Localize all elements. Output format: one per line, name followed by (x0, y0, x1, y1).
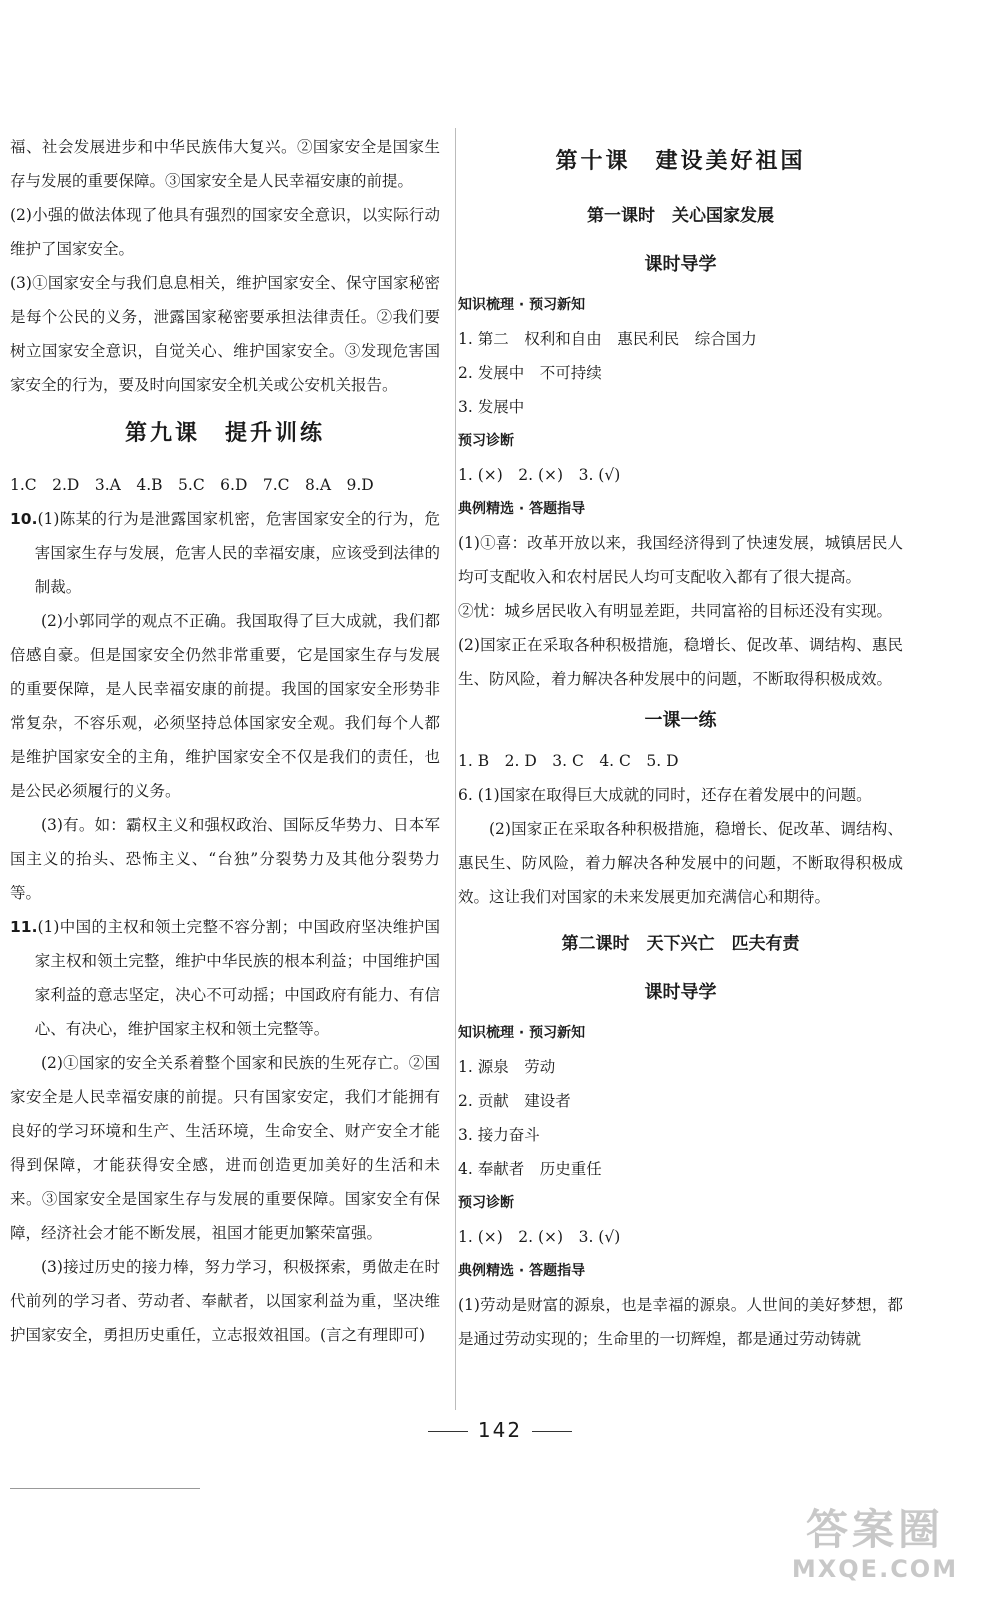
knowledge-item: 3. 发展中 (458, 398, 525, 416)
mc-answers: 1.C 2.D 3.A 4.B 5.C 6.D 7.C 8.A 9.D (10, 476, 374, 494)
example-answer: (1)①喜：改革开放以来，我国经济得到了快速发展，城镇居民人均可支配收入和农村居民人均可支配收入都有了很大提高。 (458, 534, 903, 586)
practice-answers: 1. B 2. D 3. C 4. C 5. D (458, 752, 679, 770)
bottom-rule (10, 1488, 200, 1489)
paragraph: (2)小强的做法体现了他具有强烈的国家安全意识，以实际行动维护了国家安全。 (10, 206, 440, 258)
question-11-part3: (3)接过历史的接力棒，努力学习，积极探索，勇做走在时代前列的学习者、劳动者、奉献者，以国家利益为重，坚决维护国家安全，勇担历史重任，立志报效祖国。(言之有理即可) (10, 1258, 440, 1344)
left-column (10, 130, 440, 1352)
watermark-url: MXQE.COM (791, 1555, 959, 1583)
guide2-title: 课时导学 (644, 982, 717, 1003)
page-footer (0, 1418, 1000, 1442)
diagnosis-label: 预习诊断 (458, 433, 514, 449)
lesson10-title: 第十课 建设美好祖国 (555, 149, 806, 174)
question-11-part1 (10, 910, 440, 1046)
knowledge2-label: 知识梳理 · 预习新知 (458, 1025, 586, 1041)
example-answer: ②忧：城乡居民收入有明显差距，共同富裕的目标还没有实现。 (458, 602, 893, 620)
watermark-text: 答案圈 (805, 1505, 944, 1554)
knowledge-item: 1. 第二 权利和自由 惠民利民 综合国力 (458, 330, 757, 348)
knowledge-item: 2. 贡献 建设者 (458, 1092, 571, 1110)
question-6-part1: 6. (1)国家在取得巨大成就的同时，还存在着发展中的问题。 (458, 786, 872, 804)
question-11-part2: (2)①国家的安全关系着整个国家和民族的生死存亡。②国家安全是人民幸福安康的前提。只有国家安定，我们才能拥有良好的学习环境和生产、生活环境，生命安全、财产安全才能得到保障，才能获得安全感，进而创造更加美好的生活和未来。③国家安全是国家生存与发展的重要保障。国家安全有保障，经济社会才能不断发展，祖国才能更加繁荣富强。 (10, 1054, 440, 1242)
column-divider (455, 128, 456, 1410)
knowledge-item: 2. 发展中 不可持续 (458, 364, 602, 382)
answer-text: (1)陈某的行为是泄露国家机密，危害国家安全的行为，危害国家生存与发展，危害人民的幸福安康，应该受到法律的制裁。 (34, 510, 440, 596)
example-answer: (1)劳动是财富的源泉，也是幸福的源泉。人世间的美好梦想，都是通过劳动实现的；生命里的一切辉煌，都是通过劳动铸就 (458, 1296, 903, 1348)
diagnosis-answers: 1. (×) 2. (×) 3. (√) (458, 466, 621, 484)
answer-text: (1)中国的主权和领土完整不容分割；中国政府坚决维护国家主权和领土完整，维护中华民族的根本利益；中国维护国家利益的意志坚定，决心不可动摇；中国政府有能力、有信心、有决心，维护国家主权和领土完整等。 (34, 918, 440, 1038)
footer-rule (532, 1431, 572, 1432)
diagnosis2-label: 预习诊断 (458, 1195, 514, 1211)
knowledge-label: 知识梳理 · 预习新知 (458, 297, 586, 313)
paragraph: (3)①国家安全与我们息息相关，维护国家安全、保守国家秘密是每个公民的义务，泄露国家秘密要承担法律责任。②我们要树立国家安全意识，自觉关心、维护国家安全。③发现危害国家安全的行为，要及时向国家安全机关或公安机关报告。 (10, 274, 440, 394)
guide-title: 课时导学 (644, 254, 717, 275)
knowledge-item: 3. 接力奋斗 (458, 1126, 540, 1144)
period2-title: 第二课时 天下兴亡 匹夫有责 (561, 934, 800, 954)
knowledge-item: 1. 源泉 劳动 (458, 1058, 556, 1076)
diagnosis-answers: 1. (×) 2. (×) 3. (√) (458, 1228, 621, 1246)
question-number: 10. (10, 510, 38, 528)
question-6-part2: (2)国家正在采取各种积极措施，稳增长、促改革、调结构、惠民生、防风险，着力解决各种发展中的问题，不断取得积极成效。这让我们对国家的未来发展更加充满信心和期待。 (458, 820, 903, 906)
question-number: 11. (10, 918, 38, 936)
example-label: 典例精选 · 答题指导 (458, 501, 586, 517)
practice-title: 一课一练 (644, 710, 717, 731)
right-column (458, 130, 903, 1356)
example-answer: (2)国家正在采取各种积极措施，稳增长、促改革、调结构、惠民生、防风险，着力解决各种发展中的问题，不断取得积极成效。 (458, 636, 903, 688)
footer-rule (428, 1431, 468, 1432)
example2-label: 典例精选 · 答题指导 (458, 1263, 586, 1279)
question-10-part2: (2)小郭同学的观点不正确。我国取得了巨大成就，我们都倍感自豪。但是国家安全仍然非常重要，它是国家生存与发展的重要保障，是人民幸福安康的前提。我国的国家安全形势非常复杂，不容乐观，必须坚持总体国家安全观。我们每个人都是维护国家安全的主角，维护国家安全不仅是我们的责任，也是公民必须履行的义务。 (10, 612, 440, 800)
page-number: 142 (477, 1418, 523, 1442)
lesson9-title: 第九课 提升训练 (124, 421, 325, 446)
question-10-part3: (3)有。如：霸权主义和强权政治、国际反华势力、日本军国主义的抬头、恐怖主义、“台独”分裂势力及其他分裂势力等。 (10, 816, 440, 902)
period1-title: 第一课时 关心国家发展 (587, 206, 774, 226)
knowledge-item: 4. 奉献者 历史重任 (458, 1160, 602, 1178)
question-10-part1 (10, 502, 440, 604)
paragraph: 福、社会发展进步和中华民族伟大复兴。②国家安全是国家生存与发展的重要保障。③国家安全是人民幸福安康的前提。 (10, 138, 440, 190)
watermark-logo (770, 1505, 980, 1590)
